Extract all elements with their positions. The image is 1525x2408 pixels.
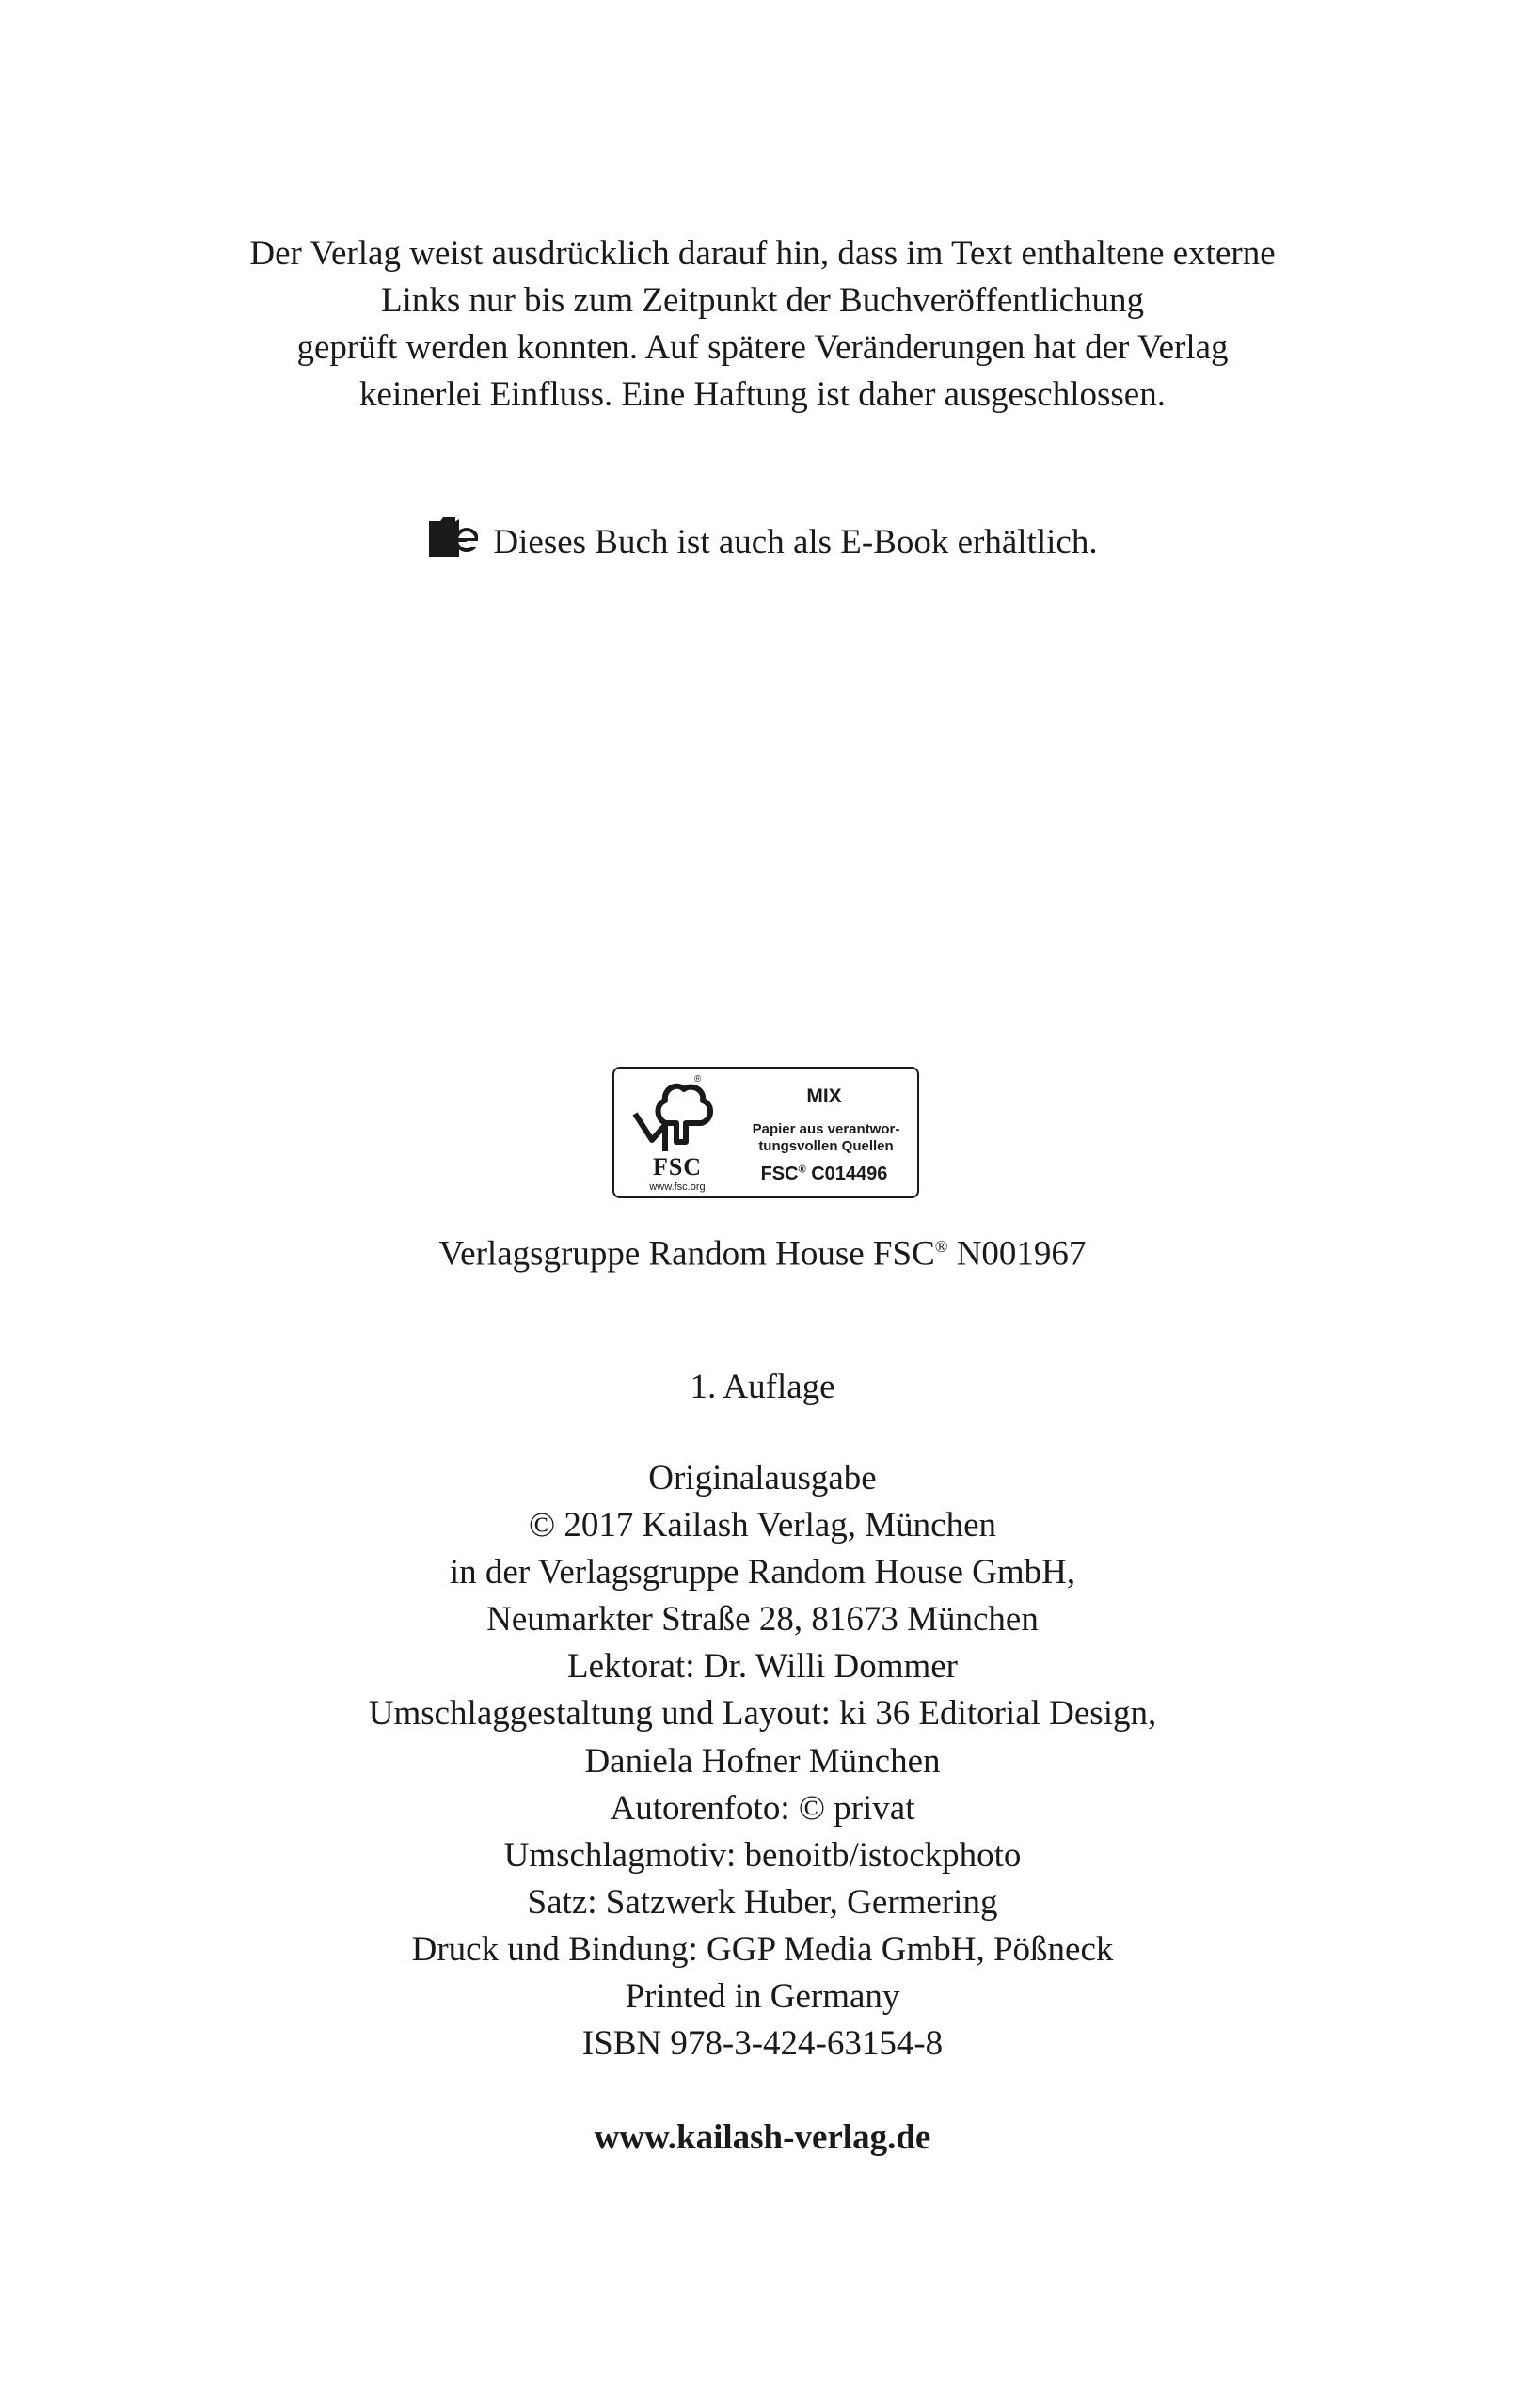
edition-text: 1. Auflage: [690, 1368, 835, 1406]
disclaimer-line: keinerlei Einfluss. Eine Haftung ist daher ausgeschlossen.: [359, 375, 1166, 414]
fsc-logo-text: FSC: [652, 1153, 703, 1180]
fsc-code-prefix: FSC: [760, 1164, 799, 1184]
imprint-line: ISBN 978-3-424-63154-8: [581, 2024, 944, 2064]
fsc-group-prefix: Verlagsgruppe Random House FSC: [438, 1234, 935, 1274]
registered-mark: ®: [694, 1074, 702, 1085]
fsc-paper-line: tungsvollen Quellen: [758, 1138, 894, 1154]
imprint-line: Umschlaggestaltung und Layout: ki 36 Editorial Design,: [368, 1694, 1157, 1734]
fsc-code: FSC® C014496: [760, 1164, 888, 1184]
imprint-line: Daniela Hofner München: [584, 1741, 941, 1781]
fsc-mix: MIX: [806, 1085, 842, 1107]
ebook-text: Dieses Buch ist auch als E-Book erhältlich.: [493, 523, 1098, 562]
imprint-line: Neumarkter Straße 28, 81673 München: [486, 1600, 1039, 1640]
fsc-tree-icon: [627, 1076, 731, 1155]
fsc-paper-text: [737, 1121, 915, 1155]
disclaimer-paragraph: [0, 230, 1525, 419]
fsc-group-line: [0, 1223, 1525, 1277]
imprint-line: Lektorat: Dr. Willi Dommer: [566, 1647, 959, 1687]
fsc-paper-line: Papier aus verantwor-: [752, 1121, 900, 1137]
imprint: [0, 1455, 1525, 2067]
imprint-line: in der Verlagsgruppe Random House GmbH,: [449, 1553, 1076, 1592]
imprint-line: © 2017 Kailash Verlag, München: [528, 1506, 997, 1545]
imprint-line: Umschlagmotiv: benoitb/istockphoto: [503, 1835, 1022, 1875]
fsc-group-code: N001967: [956, 1234, 1087, 1274]
imprint-line: Druck und Bindung: GGP Media GmbH, Pößneck: [411, 1929, 1114, 1969]
website-link[interactable]: www.kailash-verlag.de: [594, 2118, 931, 2157]
disclaimer-line: geprüft werden konnten. Auf spätere Veränderungen hat der Verlag: [296, 328, 1229, 367]
disclaimer-line: Links nur bis zum Zeitpunkt der Buchveröffentlichung: [380, 281, 1145, 320]
fsc-label: [612, 1067, 919, 1198]
website: [0, 2115, 1525, 2162]
fsc-group-text: Verlagsgruppe Random House FSC® N001967: [438, 1234, 1087, 1274]
ebook-icon: [427, 515, 478, 574]
imprint-line: Printed in Germany: [625, 1977, 900, 2017]
edition: [0, 1364, 1525, 1411]
imprint-line: Satz: Satzwerk Huber, Germering: [527, 1882, 998, 1922]
disclaimer-line: Der Verlag weist ausdrücklich darauf hin, dass im Text enthaltene externe: [249, 234, 1276, 273]
fsc-code-number: C014496: [811, 1164, 888, 1184]
imprint-line: Autorenfoto: © privat: [610, 1788, 915, 1828]
fsc-url: www.fsc.org: [649, 1181, 706, 1193]
imprint-line: Originalausgabe: [648, 1459, 877, 1497]
ebook-note: [0, 515, 1525, 574]
